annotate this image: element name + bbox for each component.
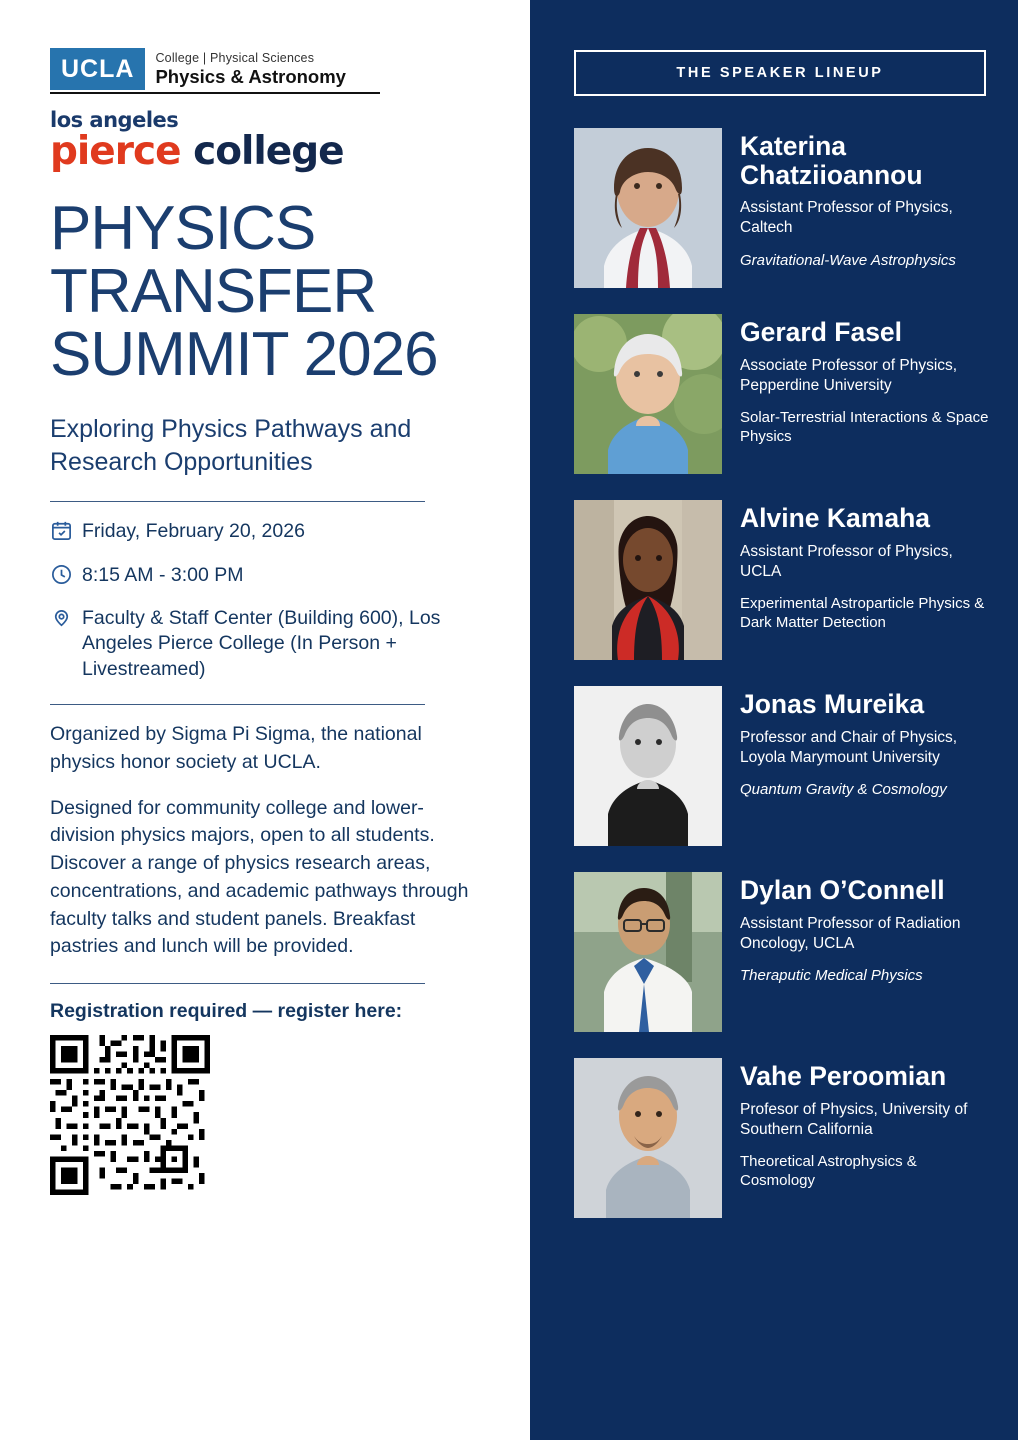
speaker-name: Gerard Fasel	[740, 317, 903, 347]
speaker-name: Vahe Peroomian	[740, 1061, 947, 1091]
speaker-card	[574, 314, 990, 474]
event-location-row	[50, 605, 482, 682]
registration-text: Registration required — register here:	[50, 1000, 403, 1023]
speaker-card	[574, 1058, 990, 1218]
event-date-row	[50, 518, 482, 549]
speaker-title: Assistant Professor of Radiation Oncology, UCLA	[740, 914, 961, 952]
speaker-title: Associate Professor of Physics, Pepperdine University	[740, 356, 958, 394]
speaker-card	[574, 686, 990, 846]
speaker-photo	[574, 686, 722, 846]
speaker-photo	[574, 314, 722, 474]
speaker-title: Profesor of Physics, University of Southern California	[740, 1100, 968, 1138]
speaker-photo	[574, 500, 722, 660]
qr-code[interactable]	[50, 1035, 210, 1195]
divider-middle	[50, 704, 425, 706]
speaker-name: Katerina Chatziioannou	[740, 131, 923, 190]
speaker-topic: Theoretical Astrophysics & Cosmology	[740, 1152, 917, 1190]
speaker-lineup-header: THE SPEAKER LINEUP	[574, 50, 986, 96]
divider-top	[50, 501, 425, 503]
speaker-info	[722, 500, 990, 660]
speaker-photo	[574, 128, 722, 288]
page-subtitle: Exploring Physics Pathways and Research Opportunities	[50, 414, 412, 476]
speaker-topic: Quantum Gravity & Cosmology	[740, 780, 947, 798]
speaker-info	[722, 686, 990, 846]
speaker-title: Professor and Chair of Physics, Loyola Marymount University	[740, 728, 958, 766]
pierce-los-angeles-text: los angeles	[50, 108, 179, 132]
speaker-title: Assistant Professor of Physics, UCLA	[740, 542, 953, 580]
speaker-name: Dylan O’Connell	[740, 875, 945, 905]
divider-bottom	[50, 983, 425, 985]
ucla-wordmark: UCLA	[50, 48, 145, 90]
speaker-topic: Theraputic Medical Physics	[740, 966, 923, 984]
pierce-college-logo	[50, 108, 482, 174]
speaker-photo	[574, 1058, 722, 1218]
speaker-title: Assistant Professor of Physics, Caltech	[740, 199, 953, 237]
event-time-text: 8:15 AM - 3:00 PM	[82, 563, 244, 586]
speaker-info	[722, 1058, 990, 1218]
ucla-logo-rule	[50, 92, 380, 94]
organizer-text: Organized by Sigma Pi Sigma, the national physics honor society at UCLA.	[50, 723, 422, 774]
calendar-icon	[50, 519, 82, 549]
speaker-name: Alvine Kamaha	[740, 503, 930, 533]
pierce-word: pierce	[50, 129, 181, 174]
event-location-text: Faculty & Staff Center (Building 600), Los Angeles Pierce College (In Person + Livestreamed)	[82, 606, 441, 680]
clock-icon	[50, 563, 82, 593]
speaker-card	[574, 128, 990, 288]
logo-group	[50, 48, 482, 174]
event-time-row	[50, 562, 482, 593]
speaker-name: Jonas Mureika	[740, 689, 925, 719]
college-word: college	[193, 129, 344, 174]
event-date-text: Friday, February 20, 2026	[82, 520, 305, 543]
speaker-info	[722, 128, 990, 288]
pierce-wordmark	[50, 129, 482, 174]
speaker-info	[722, 872, 990, 1032]
speaker-card	[574, 500, 990, 660]
page-title: PHYSICS TRANSFER SUMMIT 2026	[50, 194, 438, 390]
ucla-logo	[50, 48, 380, 90]
ucla-college-line: College | Physical Sciences	[155, 50, 315, 65]
speaker-topic: Experimental Astroparticle Physics & Dark Matter Detection	[740, 594, 985, 632]
ucla-department	[145, 48, 346, 90]
ucla-dept-line: Physics & Astronomy	[155, 66, 346, 88]
speaker-info	[722, 314, 990, 474]
speaker-topic: Solar-Terrestrial Interactions & Space Physics	[740, 408, 989, 446]
location-pin-icon	[50, 606, 82, 640]
speaker-topic: Gravitational-Wave Astrophysics	[740, 251, 956, 269]
description-text: Designed for community college and lower-division physics majors, open to all students. Discover a range of physics research areas, concentrations, and academic pathways through faculty talks and student panels. Breakfast pastries and lunch will be provided.	[50, 796, 469, 958]
right-panel	[530, 0, 1018, 1440]
speaker-card	[574, 872, 990, 1032]
speaker-photo	[574, 872, 722, 1032]
